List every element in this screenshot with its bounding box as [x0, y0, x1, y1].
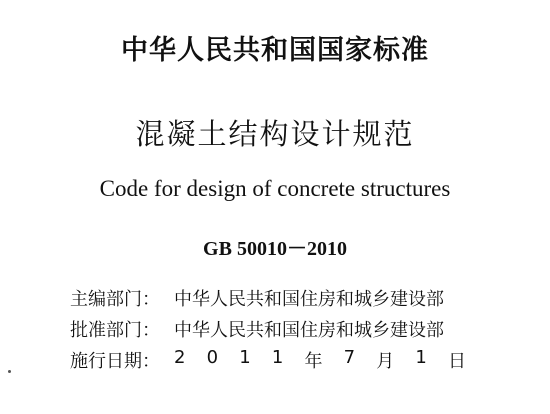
date-part: 日 [447, 350, 466, 372]
date-part: 2 [174, 346, 186, 368]
date-row [70, 344, 530, 375]
editor-value: 中华人民共和国住房和城乡建设部 [174, 288, 444, 310]
info-block [70, 282, 530, 375]
date-part: 0 [206, 346, 219, 368]
date-part: 7 [343, 346, 356, 368]
date-part: 月 [376, 350, 395, 372]
editor-row [70, 282, 530, 313]
editor-label: 主编部门： [70, 288, 160, 310]
standard-code: GB 50010－2010 [203, 238, 347, 260]
approver-label: 批准部门： [70, 319, 160, 341]
date-part: 年 [304, 350, 323, 372]
title-chinese: 混凝土结构设计规范 [135, 117, 415, 151]
date-label: 施行日期： [70, 350, 160, 372]
date-part: 1 [415, 346, 427, 368]
date-part: 1 [239, 346, 251, 368]
date-part: 1 [271, 346, 284, 368]
effective-date [174, 347, 466, 373]
approver-row [70, 313, 530, 344]
approver-value: 中华人民共和国住房和城乡建设部 [174, 319, 444, 341]
title-english: Code for design of concrete structures [99, 176, 451, 201]
scan-speck [8, 370, 11, 373]
national-standard-header: 中华人民共和国国家标准 [121, 35, 429, 66]
